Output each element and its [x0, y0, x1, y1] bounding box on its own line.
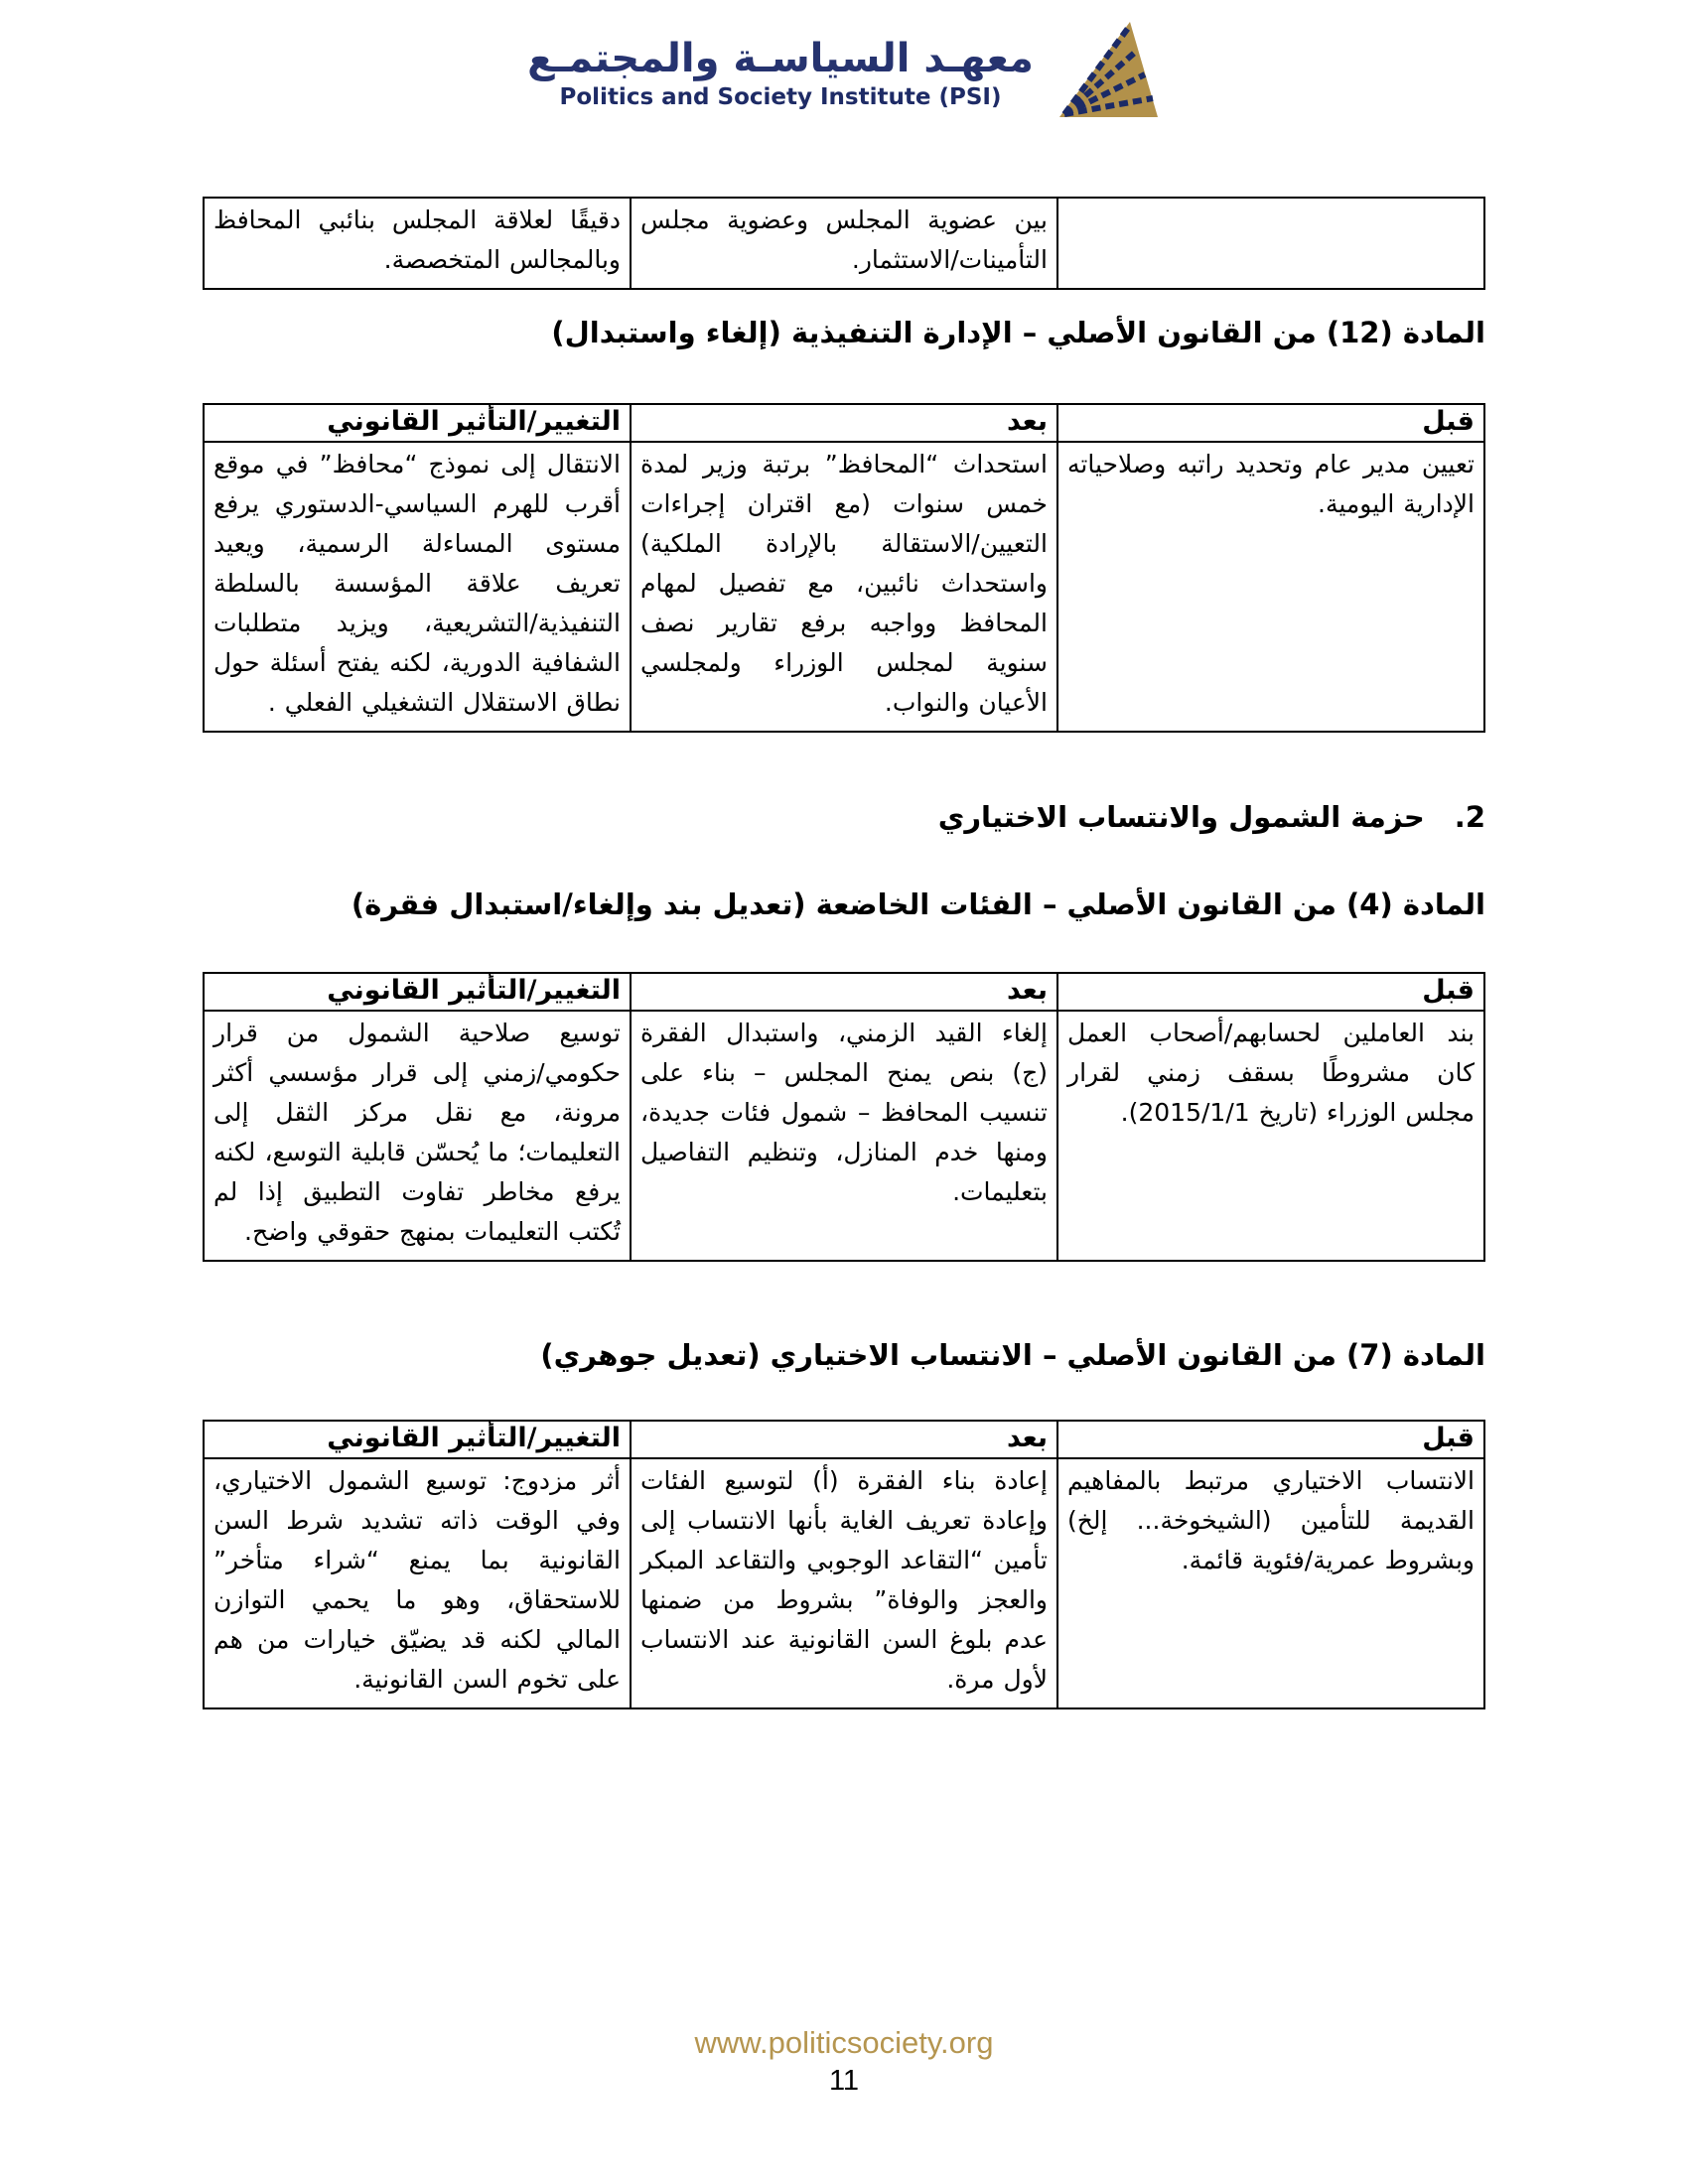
column-header-after: بعد: [631, 404, 1057, 442]
column-header-before: قبل: [1057, 404, 1484, 442]
page-number: 11: [828, 2065, 860, 2097]
table-row: [204, 198, 1484, 289]
logo-text-block: [527, 35, 1034, 110]
header-logo: [0, 18, 1688, 127]
column-header-change: التغيير/التأثير القانوني: [204, 1421, 631, 1458]
cell-change: الانتقال إلى نموذج “محافظ” في موقع أقرب للهرم السياسي-الدستوري يرفع مستوى المساءلة الرسمية، ويعيد تعريف علاقة المؤسسة بالسلطة التنفيذية/التشريعية، ويزيد متطلبات الشفافية الدورية، لكنه يفتح أسئلة حول نطاق الاستقلال التشغيلي الفعلي .: [204, 442, 631, 732]
article-7-table: [203, 1420, 1485, 1709]
logo-english-title: Politics and Society Institute (PSI): [559, 84, 1002, 110]
table-header-row: [204, 1421, 1484, 1458]
column-header-after: بعد: [631, 973, 1057, 1011]
table-header-row: [204, 973, 1484, 1011]
logo-arabic-title: معهـد السياسـة والمجتمـع: [527, 36, 1034, 81]
footer-website-link[interactable]: www.politicsociety.org: [694, 2025, 994, 2060]
section-2-number: 2.: [1454, 800, 1485, 834]
article-12-table: [203, 403, 1485, 733]
psi-pyramid-icon: [1057, 18, 1161, 127]
article-4-table: [203, 972, 1485, 1262]
carryover-cell-before: [1057, 198, 1484, 289]
cell-change: توسيع صلاحية الشمول من قرار حكومي/زمني إلى قرار مؤسسي أكثر مرونة، مع نقل مركز الثقل إلى التعليمات؛ ما يُحسّن قابلية التوسع، لكنه يرفع مخاطر تفاوت التطبيق إذا لم تُكتب التعليمات بمنهج حقوقي واضح.: [204, 1011, 631, 1261]
column-header-after: بعد: [631, 1421, 1057, 1458]
column-header-change: التغيير/التأثير القانوني: [204, 404, 631, 442]
cell-change: أثر مزدوج: توسيع الشمول الاختياري، وفي الوقت ذاته تشديد شرط السن القانونية بما يمنع “شراء متأخر” للاستحقاق، وهو ما يحمي التوازن المالي لكنه قد يضيّق خيارات من هم على تخوم السن القانونية.: [204, 1458, 631, 1708]
column-header-before: قبل: [1057, 1421, 1484, 1458]
cell-before: تعيين مدير عام وتحديد راتبه وصلاحياته الإدارية اليومية.: [1057, 442, 1484, 732]
table-row: [204, 1011, 1484, 1261]
article-7-heading: المادة (7) من القانون الأصلي – الانتساب الاختياري (تعديل جوهري): [540, 1338, 1485, 1372]
section-2-heading: [203, 800, 1485, 834]
table-header-row: [204, 404, 1484, 442]
column-header-before: قبل: [1057, 973, 1484, 1011]
cell-before: بند العاملين لحسابهم/أصحاب العمل كان مشروطًا بسقف زمني لقرار مجلس الوزراء (تاريخ 2015/1/1).: [1057, 1011, 1484, 1261]
carryover-table: [203, 197, 1485, 290]
article-12-heading: المادة (12) من القانون الأصلي – الإدارة التنفيذية (إلغاء واستبدال): [551, 316, 1485, 349]
column-header-change: التغيير/التأثير القانوني: [204, 973, 631, 1011]
cell-after: إعادة بناء الفقرة (أ) لتوسيع الفئات وإعادة تعريف الغاية بأنها الانتساب إلى تأمين “التقاعد الوجوبي والتقاعد المبكر والعجز والوفاة” بشروط من ضمنها عدم بلوغ السن القانونية عند الانتساب لأول مرة.: [631, 1458, 1057, 1708]
carryover-cell-change: دقيقًا لعلاقة المجلس بنائبي المحافظ وبالمجالس المتخصصة.: [204, 198, 631, 289]
table-row: [204, 1458, 1484, 1708]
table-row: [204, 442, 1484, 732]
section-2-title: حزمة الشمول والانتساب الاختياري: [937, 800, 1425, 834]
cell-after: استحداث “المحافظ” برتبة وزير لمدة خمس سنوات (مع اقتران إجراءات التعيين/الاستقالة بالإرادة الملكية) واستحداث نائبين، مع تفصيل لمهام المحافظ وواجبه برفع تقارير نصف سنوية لمجلس الوزراء ولمجلسي الأعيان والنواب.: [631, 442, 1057, 732]
carryover-cell-after: بين عضوية المجلس وعضوية مجلس التأمينات/الاستثمار.: [631, 198, 1057, 289]
cell-after: إلغاء القيد الزمني، واستبدال الفقرة (ج) بنص يمنح المجلس – بناء على تنسيب المحافظ – شمول فئات جديدة، ومنها خدم المنازل، وتنظيم التفاصيل بتعليمات.: [631, 1011, 1057, 1261]
cell-before: الانتساب الاختياري مرتبط بالمفاهيم القديمة للتأمين (الشيخوخة... إلخ) وبشروط عمرية/فئوية قائمة.: [1057, 1458, 1484, 1708]
article-4-heading: المادة (4) من القانون الأصلي – الفئات الخاضعة (تعديل بند وإلغاء/استبدال فقرة): [351, 887, 1485, 921]
